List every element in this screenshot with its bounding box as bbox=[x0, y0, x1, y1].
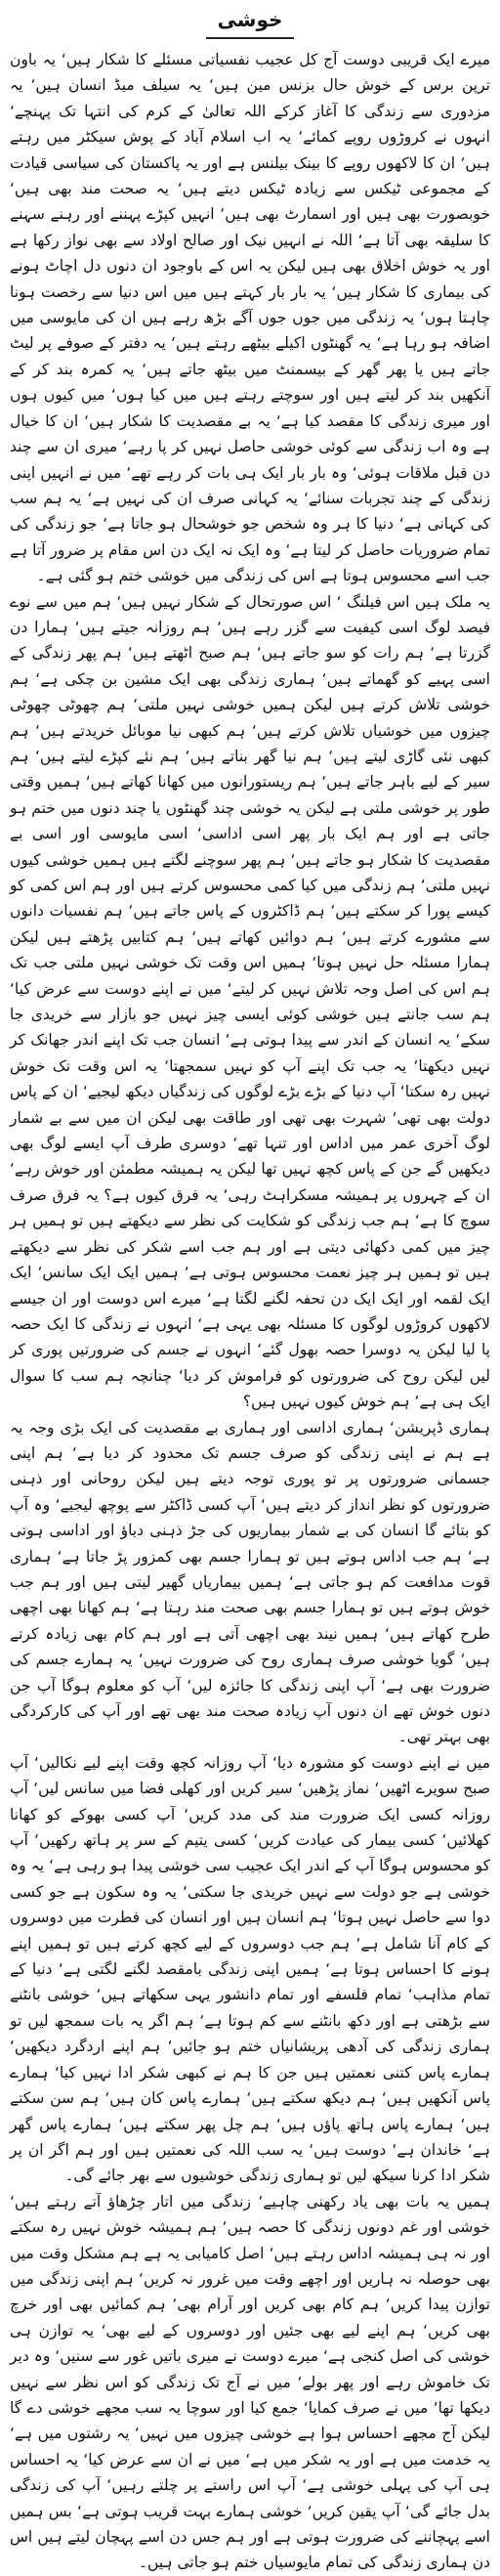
title-underline bbox=[206, 37, 294, 39]
article-paragraph: میرے ایک قریبی دوست آج کل عجیب نفسیاتی مسئلے کا شکار ہیں‘ یہ باون ترپن برس کے خوش حال بزنس مین ہیں‘ یہ سیلف میڈ انسان ہیں‘ یہ مزدوری سے زندگی کا آغاز کرکے اللہ تعالیٰ کے کرم کی انتہا تک پہنچے‘ انہوں نے کروڑوں روپے کمائے‘ یہ اب اسلام آباد کے پوش سیکٹر میں رہتے ہیں‘ ان کا لاکھوں روپے کا بینک بیلنس ہے اور یہ پاکستان کی سیاسی قیادت کے مجموعی ٹیکس سے زیادہ ٹیکس دیتے ہیں‘ یہ صحت مند بھی ہیں‘ خوبصورت بھی ہیں اور اسمارٹ بھی ہیں‘ انہیں کپڑے پہننے اور رہنے سہنے کا سلیقہ بھی آتا ہے‘ اللہ نے انہیں نیک اور صالح اولاد سے بھی نواز رکھا ہے اور یہ خوش اخلاق بھی ہیں لیکن یہ اس کے باوجود ان دنوں دل اچاٹ ہونے کی بیماری کا شکار ہیں‘ یہ بار بار کہتے ہیں میں اس دنیا سے رخصت ہونا چاہتا ہوں‘ یہ زندگی میں جوں جوں آگے بڑھ رہے ہیں ان کی مایوسی میں اضافہ ہو رہا ہے‘ یہ گھنٹوں اکیلے بیٹھے رہتے ہیں‘ یہ دفتر کے صوفے پر لیٹ جاتے ہیں یا پھر گھر کے بیسمنٹ میں بیٹھ جاتے ہیں‘ یہ کمرہ بند کر کے آنکھیں بند کر لیتے ہیں اور سوچتے رہتے ہیں میں کیا ہوں‘ میں کیوں ہوں اور میری زندگی کا مقصد کیا ہے‘ یہ بے مقصدیت کا شکار ہیں‘ ان کا خیال ہے وہ اب زندگی سے کوئی خوشی حاصل نہیں کر پا رہے‘ میری ان سے چند دن قبل ملاقات ہوئی‘ وہ بار بار ایک ہی بات کر رہے تھے‘ میں نے انہیں اپنی زندگی کے چند تجربات سنائے‘ یہ کہانی صرف ان کی نہیں ہے‘ یہ ہم سب کی کہانی ہے‘ دنیا کا ہر وہ شخص جو خوشحال ہو جاتا ہے‘ جو زندگی کی تمام ضروریات حاصل کر لیتا ہے‘ وہ ایک نہ ایک دن اس مقام پر ضرور آتا ہے جب اسے محسوس ہوتا ہے اس کی زندگی میں خوشی ختم ہو گئی ہے۔ bbox=[10, 51, 490, 585]
article-paragraph: یہ ملک ہیں اس فیلنگ ‘ اس صورتحال کے شکار نہیں ہیں‘ ہم میں سے نوے فیصد لوگ اسی کیفیت سے گزر رہے ہیں‘ ہم روزانہ جیتے ہیں‘ ہمارا دن گزرتا ہے‘ ہم رات کو سو جاتے ہیں‘ ہم صبح اٹھتے ہیں‘ ہم پھر زندگی کے اسی پہیے کو گھماتے ہیں‘ ہماری زندگی بھی ایک مشین بن چکی ہے‘ ہم خوشی تلاش کرتے ہیں لیکن ہمیں خوشی نہیں ملتی‘ ہم چھوٹی چھوٹی چیزوں میں خوشیاں تلاش کرتے ہیں‘ ہم کبھی نیا موبائل خریدتے ہیں‘ ہم کبھی نئی گاڑی لیتے ہیں‘ ہم نیا گھر بناتے ہیں‘ ہم نئے کپڑے لیتے ہیں‘ ہم سیر کے لیے باہر جاتے ہیں‘ ہم ریستورانوں میں کھانا کھاتے ہیں‘ ہمیں وقتی طور پر خوشی ملتی ہے لیکن یہ خوشی چند گھنٹوں یا چند دنوں میں ختم ہو جاتی ہے اور ہم ایک بار پھر اسی اداسی‘ اسی مایوسی اور اسی بے مقصدیت کا شکار ہو جاتے ہیں‘ ہم پھر سوچنے لگتے ہیں ہمیں خوشی کیوں نہیں ملتی‘ ہم زندگی میں کیا کمی محسوس کرتے ہیں اور ہم اس کمی کو کیسے پورا کر سکتے ہیں‘ ہم ڈاکٹروں کے پاس جاتے ہیں‘ ہم نفسیات دانوں سے مشورے کرتے ہیں‘ ہم دوائیں کھاتے ہیں‘ ہم کتابیں پڑھتے ہیں لیکن ہمارا مسئلہ حل نہیں ہوتا‘ ہمیں اس وقت تک خوشی نہیں ملتی جب تک ہم اس کی اصل وجہ تلاش نہیں کر لیتے‘ میں نے اپنے دوست سے عرض کیا‘ ہم سب جانتے ہیں خوشی کوئی ایسی چیز نہیں جو بازار سے خریدی جا سکے‘ یہ انسان کے اندر سے پیدا ہوتی ہے‘ انسان جب تک اپنے اندر جھانک کر نہیں دیکھتا‘ یہ جب تک اپنے آپ کو نہیں سمجھتا‘ یہ اس وقت تک خوش نہیں رہ سکتا‘ آپ دنیا کے بڑے بڑے لوگوں کی زندگیاں دیکھ لیجیے‘ ان کے پاس دولت بھی تھی‘ شہرت بھی تھی اور طاقت بھی لیکن ان میں سے بے شمار لوگ آخری عمر میں اداس اور تنہا تھے‘ دوسری طرف آپ ایسے لوگ بھی دیکھیں گے جن کے پاس کچھ نہیں تھا لیکن یہ ہمیشہ مطمئن اور خوش رہے‘ ان کے چہروں پر ہمیشہ مسکراہٹ رہی‘ یہ فرق کیوں ہے؟ یہ فرق صرف سوچ کا ہے‘ ہم جب زندگی کو شکایت کی نظر سے دیکھتے ہیں تو ہمیں ہر چیز میں کمی دکھائی دیتی ہے اور ہم جب اسے شکر کی نظر سے دیکھتے ہیں تو ہمیں ہر چیز نعمت محسوس ہوتی ہے‘ ہمیں ایک ایک سانس‘ ایک ایک لقمہ اور ایک ایک دن تحفہ لگنے لگتا ہے‘ میرے اس دوست اور ان جیسے لاکھوں کروڑوں لوگوں کا مسئلہ بھی یہی ہے‘ انہوں نے زندگی کا ایک حصہ پا لیا لیکن یہ دوسرا حصہ بھول گئے‘ انہوں نے جسم کی ضرورتیں پوری کر لیں لیکن روح کی ضرورتوں کو فراموش کر دیا‘ چنانچہ ہم سب کا سوال ایک ہی ہے‘ ہم خوش کیوں نہیں ہیں؟ bbox=[10, 592, 490, 1411]
article-paragraph: ہماری ڈپریشن‘ ہماری اداسی اور ہماری بے مقصدیت کی ایک بڑی وجہ یہ ہے ہم نے اپنی زندگی کو صرف جسم تک محدود کر دیا ہے‘ ہم اپنی جسمانی ضرورتوں پر تو پوری توجہ دیتے ہیں لیکن روحانی اور ذہنی ضرورتوں کو نظر انداز کر دیتے ہیں‘ آپ کسی ڈاکٹر سے پوچھ لیجیے‘ وہ آپ کو بتائے گا انسان کی بے شمار بیماریوں کی جڑ ذہنی دباؤ اور اداسی ہوتی ہے‘ ہم جب اداس ہوتے ہیں تو ہمارا جسم بھی کمزور پڑ جاتا ہے‘ ہماری قوت مدافعت کم ہو جاتی ہے‘ ہمیں بیماریاں گھیر لیتی ہیں اور ہم جب خوش ہوتے ہیں تو ہمارا جسم بھی صحت مند رہتا ہے‘ ہم کھانا بھی اچھی طرح کھاتے ہیں‘ ہمیں نیند بھی اچھی آتی ہے اور ہم کام بھی زیادہ کرتے ہیں‘ گویا خوشی صرف ہماری روح کی ضرورت نہیں‘ یہ ہمارے جسم کی ضرورت بھی ہے‘ آپ اپنی زندگی کا جائزہ لیں‘ آپ کو معلوم ہوگا آپ جن دنوں خوش تھے ان دنوں آپ زیادہ صحت مند بھی تھے اور آپ کی کارکردگی بھی بہتر تھی۔ bbox=[10, 1418, 490, 1746]
article-title: خوشی bbox=[217, 8, 283, 31]
article-body bbox=[10, 47, 490, 2576]
article-paragraph: میں نے اپنے دوست کو مشورہ دیا‘ آپ روزانہ کچھ وقت اپنے لیے نکالیں‘ آپ صبح سویرے اٹھیں‘ نماز پڑھیں‘ سیر کریں اور کھلی فضا میں سانس لیں‘ آپ روزانہ کسی ایک ضرورت مند کی مدد کریں‘ آپ کسی بھوکے کو کھانا کھلائیں‘ کسی بیمار کی عیادت کریں‘ کسی یتیم کے سر پر ہاتھ رکھیں‘ آپ کو محسوس ہوگا آپ کے اندر ایک عجیب سی خوشی پیدا ہو رہی ہے‘ یہ وہ خوشی ہے جو دولت سے نہیں خریدی جا سکتی‘ یہ وہ سکون ہے جو کسی دوا سے حاصل نہیں ہوتا‘ ہم انسان ہیں اور انسان کی فطرت میں دوسروں کے کام آنا شامل ہے‘ ہم جب دوسروں کے لیے کچھ کرتے ہیں تو ہمیں اپنے ہونے کا احساس ہوتا ہے‘ ہمیں اپنی زندگی بامقصد لگنے لگتی ہے‘ دنیا کے تمام مذاہب‘ تمام فلسفے اور تمام دانشور یہی سکھاتے ہیں‘ خوشی بانٹنے سے بڑھتی ہے اور دکھ بانٹنے سے کم ہوتا ہے‘ ہم اگر یہ بات سمجھ لیں تو ہماری زندگی کی آدھی پریشانیاں ختم ہو جائیں‘ ہم اپنے اردگرد دیکھیں‘ ہمارے پاس کتنی نعمتیں ہیں جن کا ہم نے کبھی شکر ادا نہیں کیا‘ ہمارے پاس آنکھیں ہیں‘ ہم دیکھ سکتے ہیں‘ ہمارے پاس کان ہیں‘ ہم سن سکتے ہیں‘ ہمارے پاس ہاتھ پاؤں ہیں‘ ہم چل پھر سکتے ہیں‘ ہمارے پاس گھر ہے‘ خاندان ہے‘ دوست ہیں‘ یہ سب اللہ کی نعمتیں ہیں اور ہم اگر ان پر شکر ادا کرنا سیکھ لیں تو ہماری زندگی خوشیوں سے بھر جائے گی۔ bbox=[10, 1753, 490, 2185]
article-paragraph: ہمیں یہ بات بھی یاد رکھنی چاہیے‘ زندگی میں اتار چڑھاؤ آتے رہتے ہیں‘ خوشی اور غم دونوں زندگی کا حصہ ہیں‘ ہم ہمیشہ خوش نہیں رہ سکتے اور نہ ہی ہمیشہ اداس رہتے ہیں‘ اصل کامیابی یہ ہے ہم مشکل وقت میں بھی حوصلہ نہ ہاریں اور اچھے وقت میں غرور نہ کریں‘ ہم اپنی زندگی میں توازن پیدا کریں‘ ہم کام بھی کریں اور آرام بھی‘ ہم کمائیں بھی اور خرچ بھی کریں‘ ہم اپنے لیے بھی جئیں اور دوسروں کے لیے بھی‘ یہ توازن ہی خوشی کی اصل کنجی ہے‘ میرے دوست نے میری باتیں غور سے سنیں‘ وہ دیر تک خاموش رہے اور پھر بولے‘ میں نے آج تک زندگی کو اس نظر سے نہیں دیکھا تھا‘ میں نے صرف کمایا‘ جمع کیا اور سوچا یہ سب مجھے خوشی دے گا لیکن آج مجھے احساس ہوا ہے خوشی چیزوں میں نہیں‘ یہ رشتوں میں ہے‘ یہ خدمت میں ہے اور یہ شکر میں ہے‘ میں نے ان سے عرض کیا‘ یہ احساس ہی آپ کی پہلی خوشی ہے‘ آپ اس راستے پر چلتے رہیں‘ آپ کی زندگی بدل جائے گی‘ آپ یقین کریں‘ خوشی ہمارے بہت قریب ہوتی ہے‘ بس ہمیں اسے پہچاننے کی ضرورت ہوتی ہے اور ہم جس دن اسے پہچان لیتے ہیں اس دن ہماری زندگی کی تمام مایوسیاں ختم ہو جاتی ہیں۔ bbox=[10, 2192, 490, 2572]
